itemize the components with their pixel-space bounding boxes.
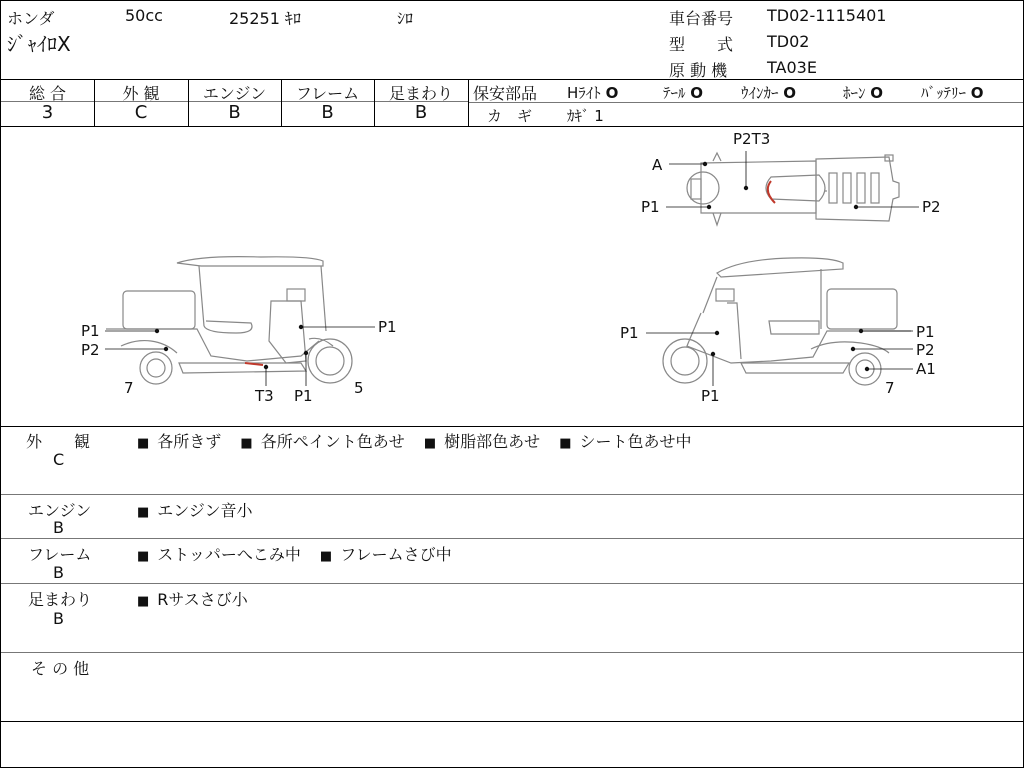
diagram-label: A1 [916, 360, 936, 378]
diagram-label: P1 [294, 387, 313, 405]
section-items-exterior: ■ 各所きず ■ 各所ペイント色あせ ■ 樹脂部色あせ ■ シート色あせ中 [137, 432, 692, 451]
diagram-label: P1 [916, 323, 935, 341]
engine-label: 原 動 機 [669, 61, 728, 80]
diagram-label: P2 [81, 341, 100, 359]
diagram-label: P1 [701, 387, 720, 405]
engine-value: TA03E [767, 58, 817, 77]
section-items-suspension: ■ Rサスさび小 [137, 590, 248, 609]
top-view-drawing [687, 153, 899, 225]
section-label-exterior: 外 観 [26, 432, 91, 451]
section-items-frame: ■ ストッパーへこみ中 ■ フレームさび中 [137, 545, 452, 564]
safety-item-headlight: Hﾗｲﾄ O [567, 84, 619, 102]
section-grade-frame: B [53, 563, 64, 582]
safety-item-tail: ﾃｰﾙ O [663, 84, 704, 102]
safety-item-winker: ｳｲﾝｶｰ O [741, 84, 797, 102]
section-items-engine: ■ エンジン音小 [137, 501, 253, 520]
grade-value-engine: B [228, 102, 241, 123]
right-view-drawing [663, 258, 911, 385]
divider [1, 538, 1023, 539]
divider [1, 721, 1023, 722]
section-label-engine: エンジン [28, 501, 92, 520]
divider [1, 583, 1023, 584]
diagram-label: T3 [255, 387, 274, 405]
model-name: ｼﾞｬｲﾛX [7, 32, 71, 56]
diagram-label: P1 [378, 318, 397, 336]
grade-label-exterior: 外 観 [122, 84, 160, 103]
diagram-label: A [652, 156, 663, 174]
divider [1, 652, 1023, 653]
divider [1, 494, 1023, 495]
diagram-label: P1 [641, 198, 660, 216]
frame-no: TD02-1115401 [767, 6, 887, 25]
type-value: TD02 [767, 32, 810, 51]
grade-label-total: 総 合 [28, 84, 67, 103]
diagram-label: P1 [81, 322, 100, 340]
diagram-label: P2T3 [733, 130, 771, 148]
grade-value-suspension: B [414, 102, 428, 123]
section-grade-engine: B [53, 518, 64, 537]
key-value: ｶｷﾞ 1 [567, 107, 604, 125]
grade-label-frame: フレーム [295, 84, 360, 103]
section-grade-suspension: B [53, 609, 64, 628]
section-label-suspension: 足まわり [28, 590, 93, 609]
diagram-label: 5 [354, 379, 364, 397]
grade-value-frame: B [321, 102, 334, 123]
type-label: 型 式 [669, 35, 734, 54]
grade-value-exterior: C [134, 102, 148, 123]
left-view-drawing [106, 257, 352, 384]
diagram-label: P2 [922, 198, 941, 216]
maker: ホンダ [7, 9, 55, 28]
grade-label-suspension: 足まわり [388, 84, 453, 103]
safety-item-horn: ﾎｰﾝ O [843, 84, 884, 102]
key-label: カ ギ [487, 107, 533, 125]
diagram-label: P1 [620, 324, 639, 342]
frame-no-label: 車台番号 [669, 9, 734, 28]
diagram-label: 7 [124, 379, 134, 397]
safety-item-battery: ﾊﾞｯﾃﾘｰ O [921, 84, 984, 102]
diagram-label: P2 [916, 341, 935, 359]
grade-label-engine: エンジン [202, 84, 267, 103]
mileage: 25251 ｷﾛ [229, 9, 301, 28]
section-label-other: そ の 他 [31, 659, 90, 678]
engine-cc: 50cc [125, 6, 163, 25]
section-label-frame: フレーム [28, 545, 92, 564]
section-grade-exterior: C [53, 450, 65, 469]
body-color: ｼﾛ [397, 9, 414, 28]
diagram-label: 7 [885, 379, 895, 397]
grade-value-total: 3 [41, 102, 54, 123]
safety-title: 保安部品 [473, 84, 538, 103]
